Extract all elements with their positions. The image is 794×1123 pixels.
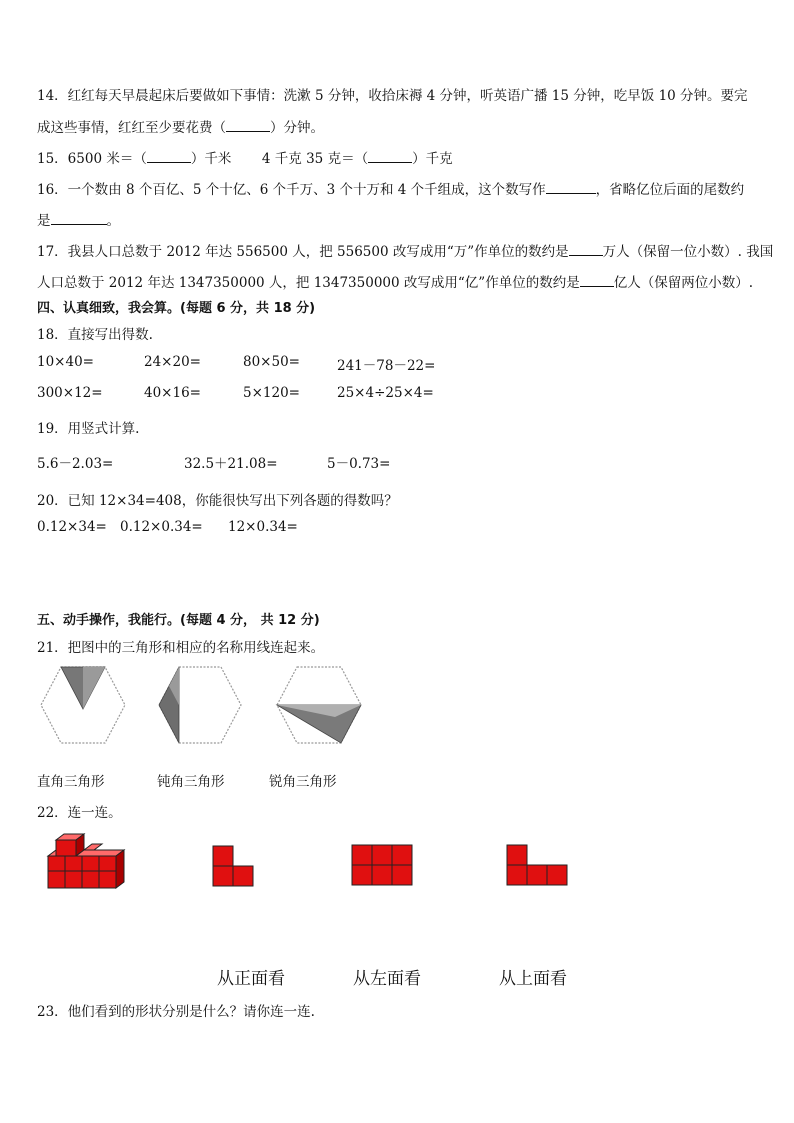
q21-title: 21．把图中的三角形和相应的名称用线连起来。 bbox=[37, 640, 325, 656]
label-obtuse-triangle: 钝角三角形 bbox=[157, 774, 225, 790]
q22-title: 22．连一连。 bbox=[37, 805, 122, 821]
label-right-triangle: 直角三角形 bbox=[37, 774, 105, 790]
answer-blank[interactable] bbox=[580, 286, 614, 287]
q20-title: 20．已知 12×34=408，你能很快写出下列各题的得数吗？ bbox=[37, 493, 398, 509]
q19-item: 32.5＋21.08= bbox=[184, 456, 278, 472]
q19-item: 5－0.73= bbox=[327, 456, 391, 472]
q20-item: 12×0.34= bbox=[228, 519, 298, 535]
cube-stack-3d-figure bbox=[46, 834, 128, 894]
answer-blank[interactable] bbox=[546, 193, 596, 194]
answer-blank[interactable] bbox=[368, 162, 412, 163]
q20-item: 0.12×34= bbox=[37, 519, 107, 535]
top-view-figure bbox=[351, 844, 413, 886]
q16-line2: 是 。 bbox=[37, 213, 120, 229]
q20-item: 0.12×0.34= bbox=[120, 519, 203, 535]
q18-item: 40×16= bbox=[144, 385, 201, 401]
q23-title: 23．他们看到的形状分别是什么？请你连一连. bbox=[37, 1004, 315, 1020]
q18-item: 25×4÷25×4= bbox=[337, 385, 434, 401]
q17-line1: 17．我县人口总数于 2012 年达 556500 人，把 556500 改写成用“万”作单位的数约是 万人（保留一位小数）. 我国 bbox=[37, 244, 774, 260]
q14-line1: 14．红红每天早晨起床后要做如下事情：洗漱 5 分钟，收拾床褥 4 分钟，听英语广播 15 分钟，吃早饭 10 分钟。要完 bbox=[37, 88, 748, 104]
q18-item: 10×40= bbox=[37, 354, 94, 370]
q17-line2: 人口总数于 2012 年达 1347350000 人，把 1347350000 改写成用“亿”作单位的数约是 亿人（保留两位小数）. bbox=[37, 275, 753, 291]
q18-title: 18．直接写出得数. bbox=[37, 327, 153, 343]
q18-item: 241－78－22= bbox=[337, 358, 436, 374]
answer-blank[interactable] bbox=[147, 162, 191, 163]
answer-blank[interactable] bbox=[569, 255, 603, 256]
hexagon-with-acute-triangle bbox=[275, 665, 363, 745]
q18-item: 5×120= bbox=[243, 385, 300, 401]
answer-blank[interactable] bbox=[226, 131, 270, 132]
q19-item: 5.6－2.03= bbox=[37, 456, 114, 472]
q19-title: 19．用竖式计算. bbox=[37, 421, 140, 437]
left-view-figure bbox=[212, 845, 256, 887]
q14-line2: 成这些事情，红红至少要花费（ ）分钟。 bbox=[37, 120, 324, 136]
q15-line: 15．6500 米＝（ ）千米 4 千克 35 克＝（ ）千克 bbox=[37, 151, 453, 167]
hexagon-with-right-triangle bbox=[39, 665, 127, 745]
answer-blank[interactable] bbox=[51, 224, 107, 225]
section-5-heading: 五、动手操作，我能行。(每题 4 分， 共 12 分) bbox=[37, 613, 320, 628]
q18-item: 24×20= bbox=[144, 354, 201, 370]
front-view-figure bbox=[506, 844, 568, 886]
q18-item: 300×12= bbox=[37, 385, 103, 401]
label-top-view: 从上面看 bbox=[499, 969, 567, 989]
section-4-heading: 四、认真细致，我会算。(每题 6 分，共 18 分) bbox=[37, 301, 316, 316]
label-left-view: 从左面看 bbox=[353, 969, 421, 989]
hexagon-with-obtuse-triangle bbox=[157, 665, 243, 745]
label-acute-triangle: 锐角三角形 bbox=[269, 774, 337, 790]
q16-line1: 16．一个数由 8 个百亿、5 个十亿、6 个千万、3 个十万和 4 个千组成，这个数写作 ，省略亿位后面的尾数约 bbox=[37, 182, 745, 198]
label-front-view: 从正面看 bbox=[217, 969, 285, 989]
q18-item: 80×50= bbox=[243, 354, 300, 370]
